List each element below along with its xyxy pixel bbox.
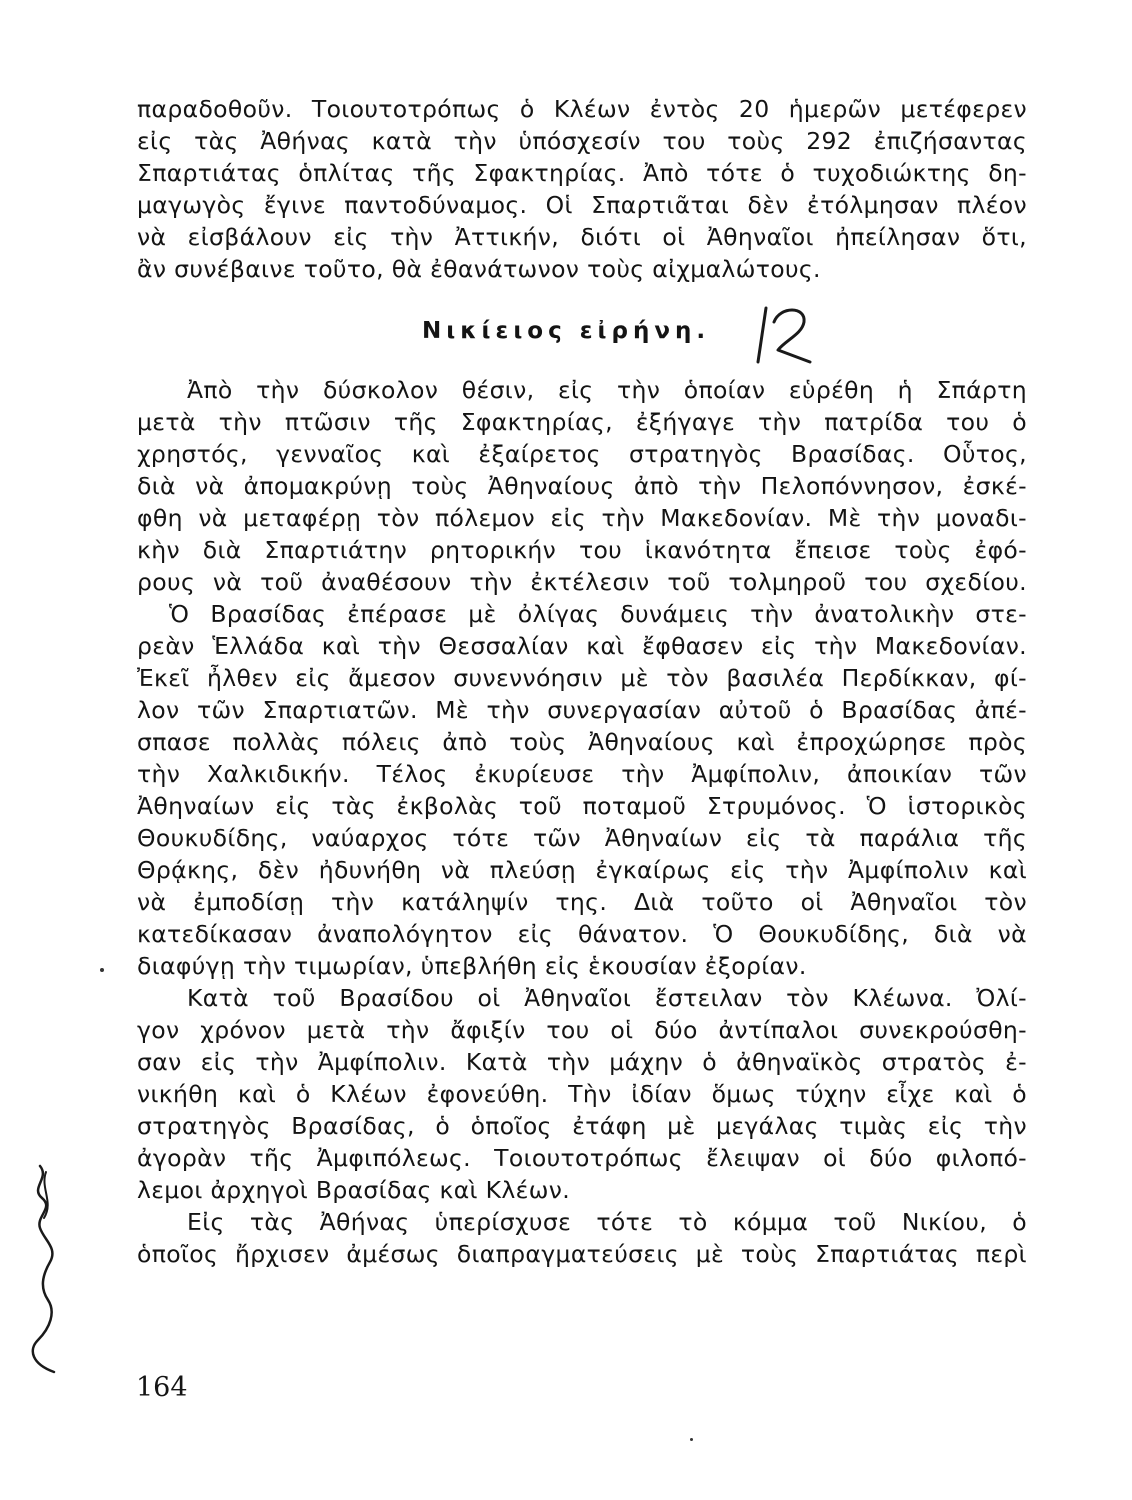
text-line: Εἰς τὰς Ἀθήνας ὑπερίσχυσε τότε τὸ κόμμα τοῦ Νικίου, ὁ <box>187 1208 1027 1236</box>
page-number: 164 <box>136 1372 188 1403</box>
text-line: λον τῶν Σπαρτιατῶν. Μὲ τὴν συνεργασίαν αὐτοῦ ὁ Βρασίδας ἀπέ- <box>137 696 1027 724</box>
text-line: νὰ εἰσβάλουν εἰς τὴν Ἀττικήν, διότι οἱ Ἀθηναῖοι ἠπείλησαν ὅτι, <box>137 223 1027 251</box>
margin-handwritten-mark <box>10 1158 90 1378</box>
text-line: ἀγορὰν τῆς Ἀμφιπόλεως. Τοιουτοτρόπως ἔλειψαν οἱ δύο φιλοπό- <box>137 1144 1027 1172</box>
text-line: στρατηγὸς Βρασίδας, ὁ ὁποῖος ἐτάφη μὲ μεγάλας τιμὰς εἰς τὴν <box>137 1112 1027 1140</box>
text-line: παραδοθοῦν. Τοιουτοτρόπως ὁ Κλέων ἐντὸς 20 ἡμερῶν μετέφερεν <box>137 95 1027 123</box>
paragraph-2 <box>137 374 1027 1270</box>
text-line: ρους νὰ τοῦ ἀναθέσουν τὴν ἐκτέλεσιν τοῦ τολμηροῦ του σχεδίου. <box>137 568 1027 596</box>
section-heading: Νικίειος εἰρήνη. <box>422 318 711 344</box>
text-line: μαγωγὸς ἔγινε παντοδύναμος. Οἱ Σπαρτιᾶται δὲν ἐτόλμησαν πλέον <box>137 191 1027 219</box>
paragraph-1 <box>137 93 1027 285</box>
text-line: διὰ νὰ ἀπομακρύνῃ τοὺς Ἀθηναίους ἀπὸ τὴν Πελοπόννησον, ἐσκέ- <box>137 472 1027 500</box>
text-line: Ἐκεῖ ἦλθεν εἰς ἄμεσον συνεννόησιν μὲ τὸν βασιλέα Περδίκκαν, φί- <box>137 664 1027 692</box>
text-line: σπασε πολλὰς πόλεις ἀπὸ τοὺς Ἀθηναίους καὶ ἐπροχώρησε πρὸς <box>137 728 1027 756</box>
text-line: Ἀθηναίων εἰς τὰς ἐκβολὰς τοῦ ποταμοῦ Στρυμόνος. Ὁ ἱστορικὸς <box>137 792 1027 820</box>
speck <box>690 1438 693 1441</box>
text-line: Κατὰ τοῦ Βρασίδου οἱ Ἀθηναῖοι ἔστειλαν τὸν Κλέωνα. Ὀλί- <box>187 984 1027 1012</box>
text-line: νὰ ἐμποδίσῃ τὴν κατάληψίν της. Διὰ τοῦτο οἱ Ἀθηναῖοι τὸν <box>137 888 1027 916</box>
text-line: χρηστός, γενναῖος καὶ ἐξαίρετος στρατηγὸς Βρασίδας. Οὗτος, <box>137 440 1027 468</box>
text-line: τὴν Χαλκιδικήν. Τέλος ἐκυρίευσε τὴν Ἀμφίπολιν, ἀποικίαν τῶν <box>137 760 1027 788</box>
text-line: φθη νὰ μεταφέρῃ τὸν πόλεμον εἰς τὴν Μακεδονίαν. Μὲ τὴν μοναδι- <box>137 504 1027 532</box>
text-line: Σπαρτιάτας ὁπλίτας τῆς Σφακτηρίας. Ἀπὸ τότε ὁ τυχοδιώκτης δη- <box>137 159 1027 187</box>
text-line: διαφύγῃ τὴν τιμωρίαν, ὑπεβλήθη εἰς ἑκουσίαν ἐξορίαν. <box>137 952 807 980</box>
text-line: Ἀπὸ τὴν δύσκολον θέσιν, εἰς τὴν ὁποίαν εὑρέθη ἡ Σπάρτη <box>187 376 1027 404</box>
text-line: εἰς τὰς Ἀθήνας κατὰ τὴν ὑπόσχεσίν του τοὺς 292 ἐπιζήσαντας <box>137 127 1027 155</box>
text-line: ἂν συνέβαινε τοῦτο, θὰ ἐθανάτωνον τοὺς αἰχμαλώτους. <box>137 255 821 283</box>
text-line: κὴν διὰ Σπαρτιάτην ρητορικήν του ἱκανότητα ἔπεισε τοὺς ἐφό- <box>137 536 1027 564</box>
speck <box>100 968 104 972</box>
text-line: ὁποῖος ἤρχισεν ἀμέσως διαπραγματεύσεις μὲ τοὺς Σπαρτιάτας περὶ <box>137 1240 1027 1268</box>
text-line: γον χρόνον μετὰ τὴν ἄφιξίν του οἱ δύο ἀντίπαλοι συνεκρούσθη- <box>137 1016 1027 1044</box>
text-line: λεμοι ἀρχηγοὶ Βρασίδας καὶ Κλέων. <box>137 1176 571 1204</box>
text-line: σαν εἰς τὴν Ἀμφίπολιν. Κατὰ τὴν μάχην ὁ ἀθηναϊκὸς στρατὸς ἐ- <box>137 1048 1027 1076</box>
text-line: Θρᾴκης, δὲν ἠδυνήθη νὰ πλεύσῃ ἐγκαίρως εἰς τὴν Ἀμφίπολιν καὶ <box>137 856 1027 884</box>
text-line: μετὰ τὴν πτῶσιν τῆς Σφακτηρίας, ἐξήγαγε τὴν πατρίδα του ὁ <box>137 408 1027 436</box>
text-line: Θουκυδίδης, ναύαρχος τότε τῶν Ἀθηναίων εἰς τὰ παράλια τῆς <box>137 824 1027 852</box>
text-line: Ὁ Βρασίδας ἐπέρασε μὲ ὀλίγας δυνάμεις τὴν ἀνατολικὴν στε- <box>169 600 1027 628</box>
text-line: ρεὰν Ἑλλάδα καὶ τὴν Θεσσαλίαν καὶ ἔφθασεν εἰς τὴν Μακεδονίαν. <box>137 632 1027 660</box>
text-line: νικήθη καὶ ὁ Κλέων ἐφονεύθη. Τὴν ἰδίαν ὅμως τύχην εἶχε καὶ ὁ <box>137 1080 1027 1108</box>
handwritten-annotation-12 <box>748 300 828 370</box>
text-line: κατεδίκασαν ἀναπολόγητον εἰς θάνατον. Ὁ Θουκυδίδης, διὰ νὰ <box>137 920 1027 948</box>
